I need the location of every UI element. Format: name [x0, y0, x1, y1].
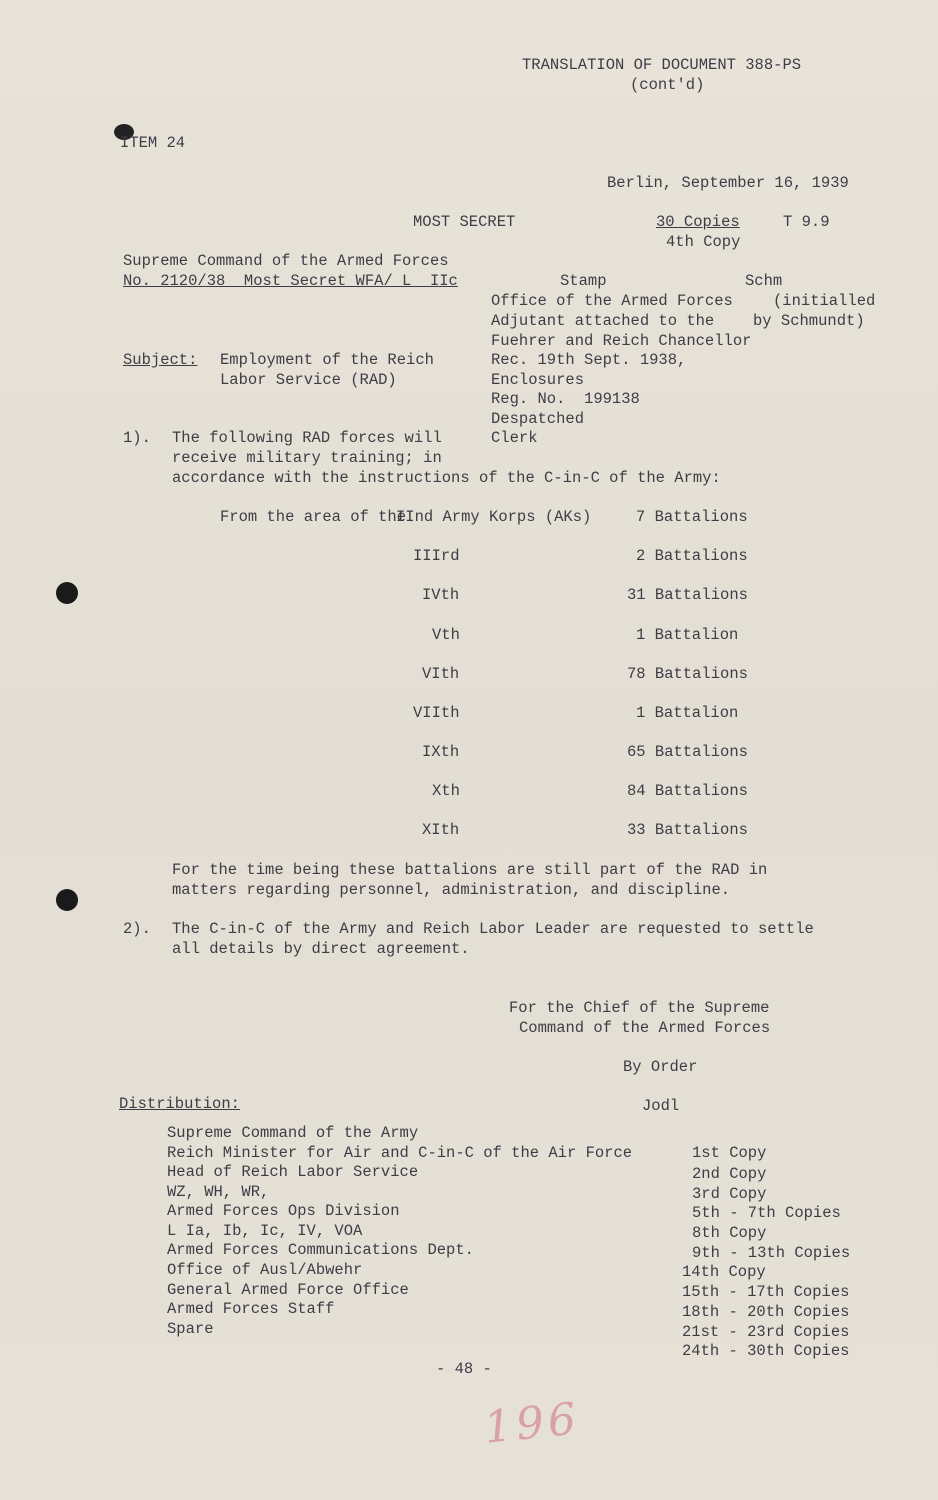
korps-name: IIIrd — [413, 547, 460, 565]
item-label: ITEM 24 — [120, 134, 186, 152]
by-order: By Order — [623, 1058, 698, 1076]
korps-prefix: From the area of the — [220, 508, 407, 526]
stamp-line: Rec. 19th Sept. 1938, — [491, 351, 687, 369]
stamp-line: Fuehrer and Reich Chancellor — [491, 332, 752, 350]
stamp-line: Reg. No. 199138 — [491, 390, 640, 408]
korps-name: Xth — [432, 782, 460, 800]
binder-hole-top — [56, 582, 78, 604]
para2-number: 2). — [123, 920, 151, 938]
stamp-initial: Schm — [745, 272, 783, 290]
stamp-line: Office of the Armed Forces — [491, 292, 733, 310]
copy-number: 4th Copy — [666, 233, 741, 251]
copy-assignment: 24th - 30th Copies — [682, 1342, 850, 1360]
battalion-count: 1 Battalion — [636, 626, 739, 644]
recipient: Supreme Command of the Army — [167, 1124, 419, 1142]
korps-name: XIth — [422, 821, 460, 839]
battalion-count: 31 Battalions — [627, 586, 748, 604]
reference-number: T 9.9 — [783, 213, 830, 231]
korps-name: VIth — [422, 665, 460, 683]
signature-line-2: Command of the Armed Forces — [519, 1019, 771, 1037]
recipient: WZ, WH, WR, — [167, 1183, 270, 1201]
battalion-count: 33 Battalions — [627, 821, 748, 839]
subject-line-1: Employment of the Reich — [220, 351, 434, 369]
copy-assignment: 8th Copy — [692, 1224, 767, 1242]
document-title: TRANSLATION OF DOCUMENT 388-PS — [522, 56, 802, 74]
note-line-1: For the time being these battalions are still part of the RAD in — [172, 861, 768, 879]
subject-label: Subject: — [123, 351, 198, 369]
issuer-line-2: No. 2120/38 Most Secret WFA/ L IIc — [123, 272, 458, 290]
para2-line-1: The C-in-C of the Army and Reich Labor Leader are requested to settle — [172, 920, 814, 938]
battalion-count: 84 Battalions — [627, 782, 748, 800]
signatory-name: Jodl — [642, 1097, 680, 1115]
signature-line-1: For the Chief of the Supreme — [509, 999, 770, 1017]
initialled-note-2: by Schmundt) — [753, 312, 865, 330]
stamp-label: Stamp — [560, 272, 607, 290]
copies-count: 30 Copies — [656, 213, 740, 231]
para2-line-2: all details by direct agreement. — [172, 940, 470, 958]
recipient: Head of Reich Labor Service — [167, 1163, 419, 1181]
handwritten-number: 196 — [481, 1393, 583, 1454]
issuer-line-1: Supreme Command of the Armed Forces — [123, 252, 449, 270]
copy-assignment: 9th - 13th Copies — [692, 1244, 851, 1262]
date-line: Berlin, September 16, 1939 — [607, 174, 849, 192]
korps-name: VIIth — [413, 704, 460, 722]
para1-line-3: accordance with the instructions of the C-in-C of the Army: — [172, 469, 721, 487]
copy-assignment: 18th - 20th Copies — [682, 1303, 850, 1321]
copy-assignment: 3rd Copy — [692, 1185, 767, 1203]
initialled-note-1: (initialled — [773, 292, 876, 310]
battalion-count: 7 Battalions — [636, 508, 748, 526]
recipient: Armed Forces Staff — [167, 1300, 335, 1318]
copy-assignment: 14th Copy — [682, 1263, 766, 1281]
korps-name: Vth — [432, 626, 460, 644]
recipient: Armed Forces Ops Division — [167, 1202, 400, 1220]
recipient: Office of Ausl/Abwehr — [167, 1261, 363, 1279]
para1-line-2: receive military training; in — [172, 449, 442, 467]
stamp-line: Enclosures — [491, 371, 585, 389]
classification: MOST SECRET — [413, 213, 516, 231]
korps-name: IInd Army Korps (AKs) — [396, 508, 592, 526]
copy-assignment: 2nd Copy — [692, 1165, 767, 1183]
page-number: - 48 - — [436, 1360, 492, 1378]
korps-name: IXth — [422, 743, 460, 761]
distribution-label: Distribution: — [119, 1095, 240, 1113]
note-line-2: matters regarding personnel, administration, and discipline. — [172, 881, 731, 899]
copy-assignment: 15th - 17th Copies — [682, 1283, 850, 1301]
recipient: Reich Minister for Air and C-in-C of the Air Force — [167, 1144, 633, 1162]
battalion-count: 65 Battalions — [627, 743, 748, 761]
copy-assignment: 5th - 7th Copies — [692, 1204, 841, 1222]
battalion-count: 78 Battalions — [627, 665, 748, 683]
recipient: General Armed Force Office — [167, 1281, 409, 1299]
para1-line-1: The following RAD forces will — [172, 429, 442, 447]
binder-hole-bottom — [56, 889, 78, 911]
copy-assignment: 1st Copy — [692, 1144, 767, 1162]
recipient: L Ia, Ib, Ic, IV, VOA — [167, 1222, 363, 1240]
battalion-count: 2 Battalions — [636, 547, 748, 565]
battalion-count: 1 Battalion — [636, 704, 739, 722]
para1-number: 1). — [123, 429, 151, 447]
korps-name: IVth — [422, 586, 460, 604]
subject-line-2: Labor Service (RAD) — [220, 371, 397, 389]
recipient: Spare — [167, 1320, 214, 1338]
continued-label: (cont'd) — [630, 76, 705, 94]
stamp-line: Adjutant attached to the — [491, 312, 715, 330]
stamp-line: Despatched — [491, 410, 585, 428]
copy-assignment: 21st - 23rd Copies — [682, 1323, 850, 1341]
stamp-line: Clerk — [491, 429, 538, 447]
recipient: Armed Forces Communications Dept. — [167, 1241, 474, 1259]
